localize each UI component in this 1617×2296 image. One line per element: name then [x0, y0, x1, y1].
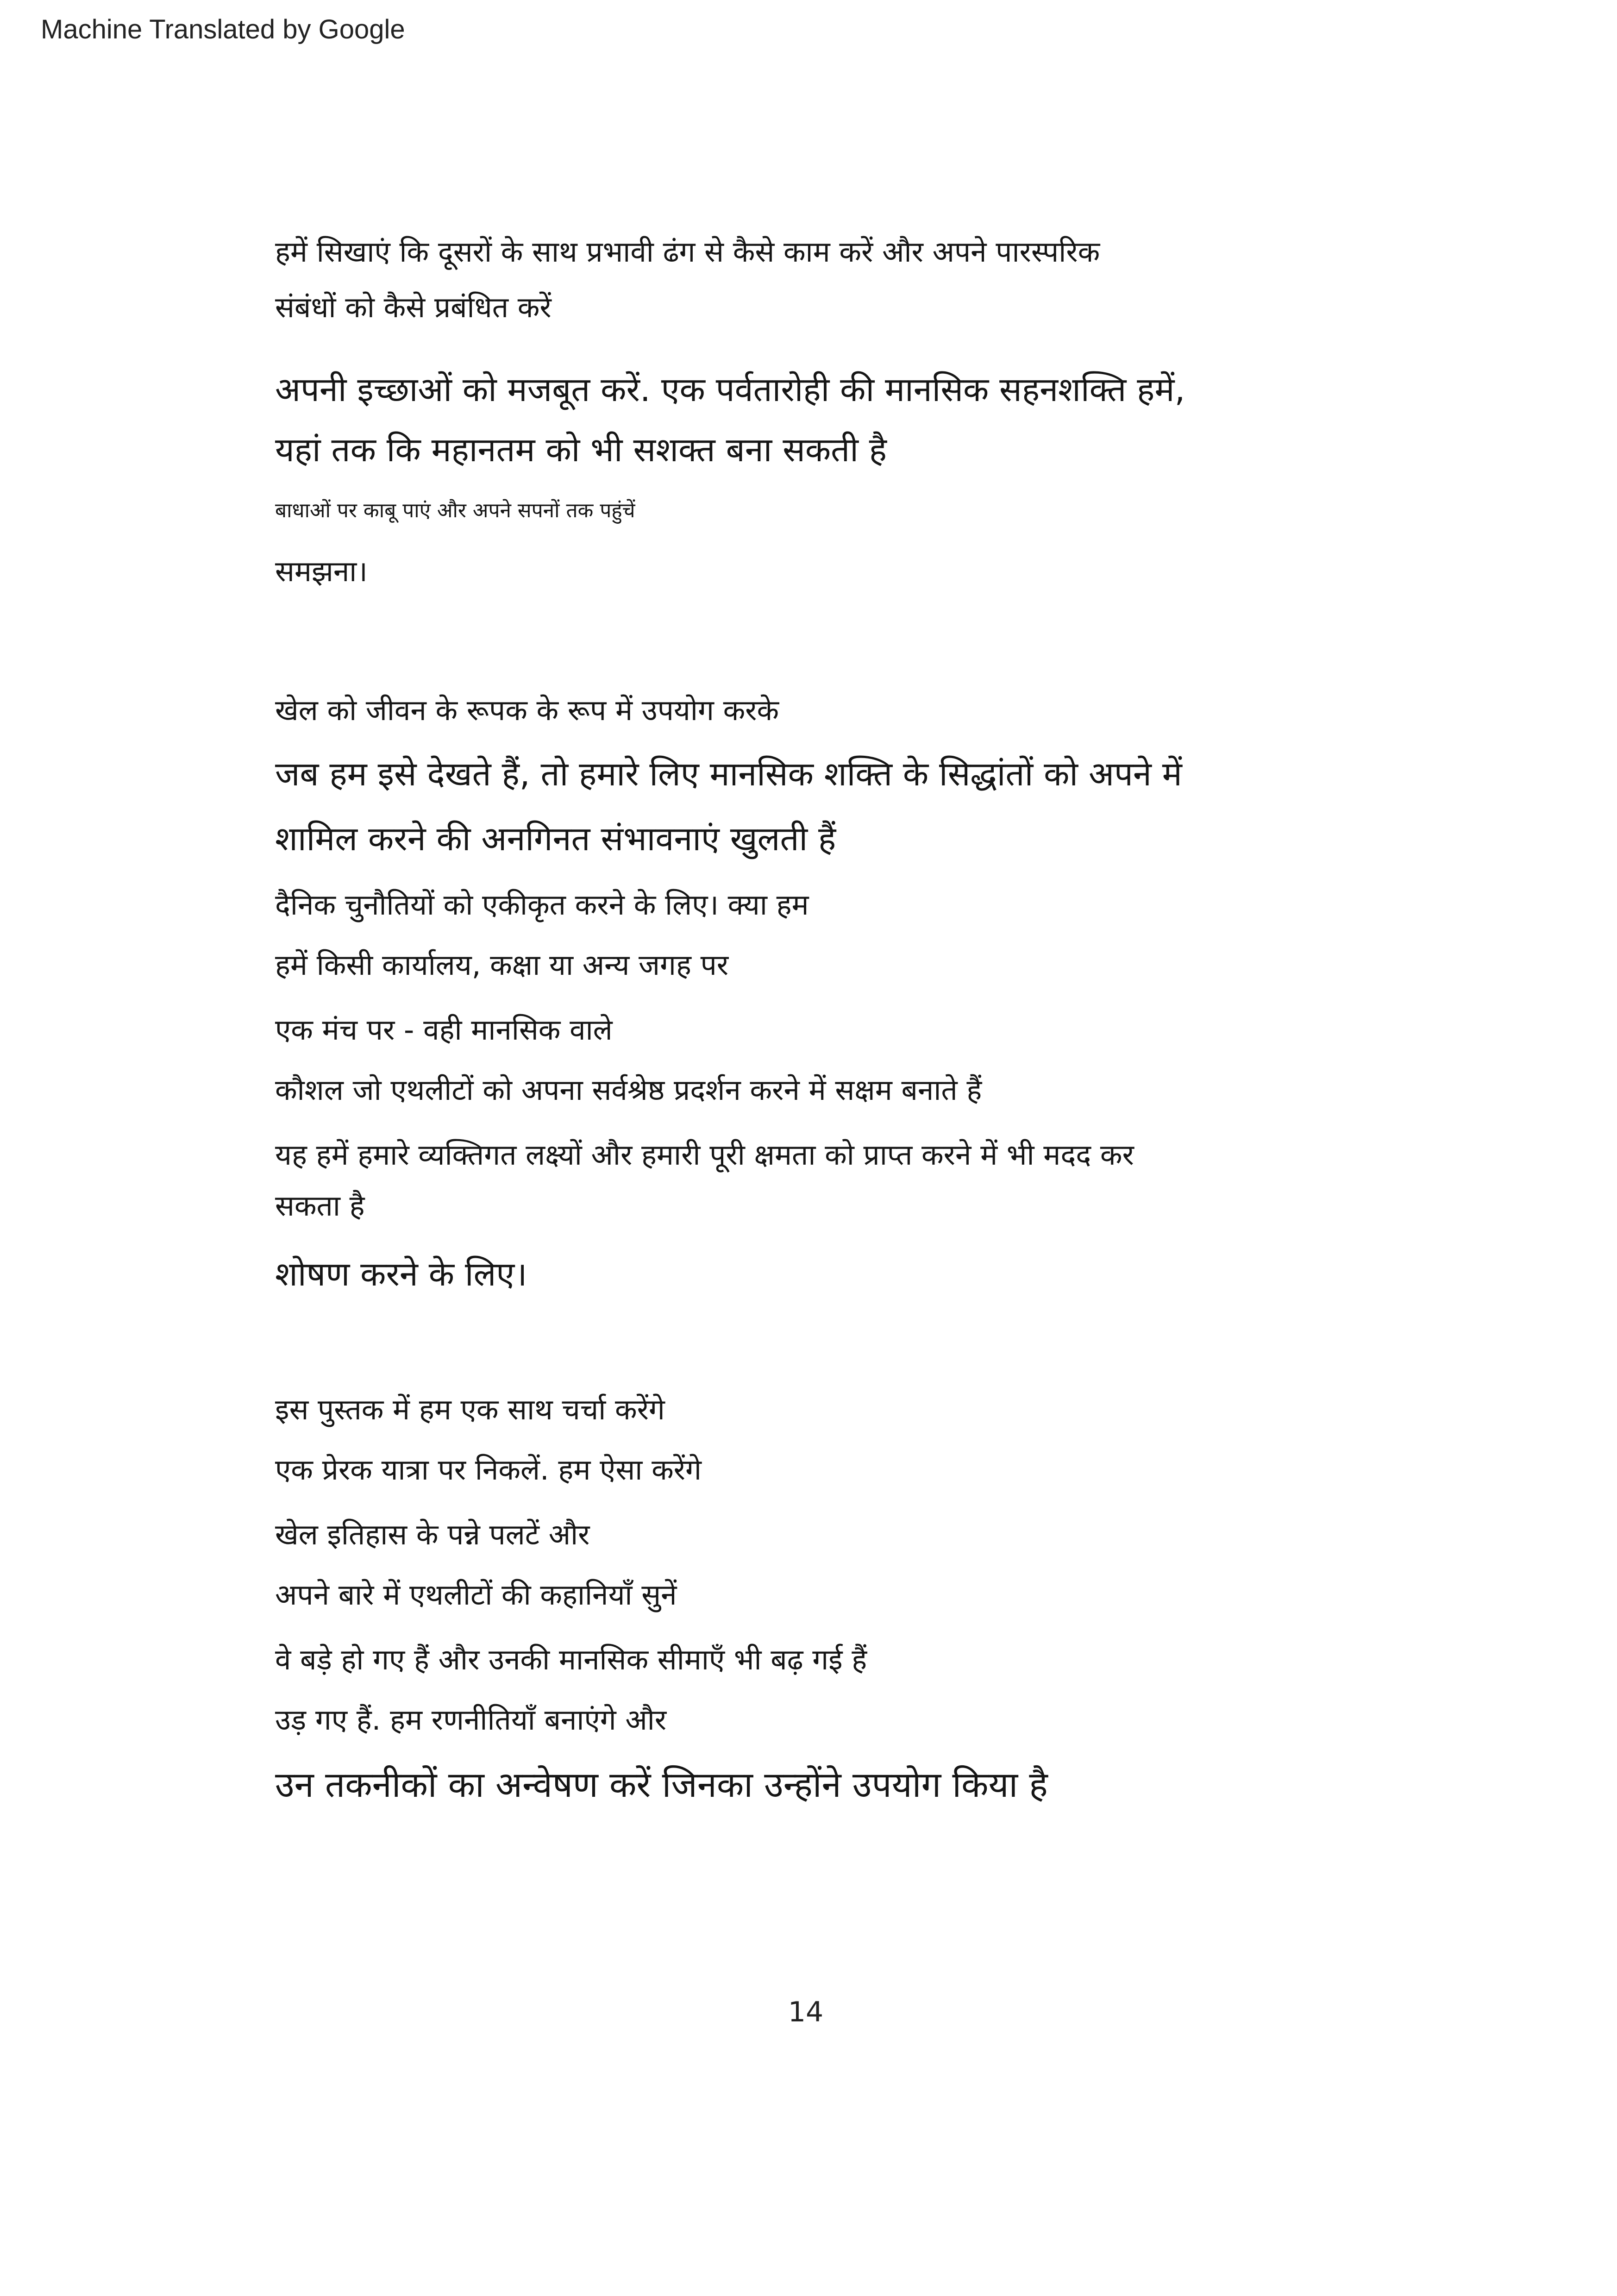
text-line: अपनी इच्छाओं को मजबूत करें. एक पर्वतारोही की मानसिक सहनशक्ति हमें,: [275, 370, 1185, 409]
text-line: उड़ गए हैं. हम रणनीतियाँ बनाएंगे और: [275, 1703, 667, 1737]
text-line: शामिल करने की अनगिनत संभावनाएं खुलती हैं: [275, 819, 836, 858]
text-line: समझना।: [275, 554, 368, 588]
text-line: एक मंच पर - वही मानसिक वाले: [275, 1013, 613, 1047]
text-line: कौशल जो एथलीटों को अपना सर्वश्रेष्ठ प्रदर्शन करने में सक्षम बनाते हैं: [275, 1073, 982, 1107]
text-line: बाधाओं पर काबू पाएं और अपने सपनों तक पहुंचें: [275, 499, 635, 522]
text-line: जब हम इसे देखते हैं, तो हमारे लिए मानसिक शक्ति के सिद्धांतों को अपने में: [275, 754, 1182, 793]
text-line: दैनिक चुनौतियों को एकीकृत करने के लिए। क्या हम: [275, 888, 809, 922]
text-line: हमें सिखाएं कि दूसरों के साथ प्रभावी ढंग से कैसे काम करें और अपने पारस्परिक: [275, 235, 1100, 269]
text-line: संबंधों को कैसे प्रबंधित करें: [275, 290, 552, 324]
text-line: सकता है: [275, 1189, 365, 1223]
text-line: वे बड़े हो गए हैं और उनकी मानसिक सीमाएँ भी बढ़ गई हैं: [275, 1643, 867, 1676]
page-number: 14: [788, 1996, 824, 2028]
text-line: खेल इतिहास के पन्ने पलटें और: [275, 1518, 590, 1551]
text-line: शोषण करने के लिए।: [275, 1255, 527, 1293]
text-line: अपने बारे में एथलीटों की कहानियाँ सुनें: [275, 1578, 677, 1612]
text-line: इस पुस्तक में हम एक साथ चर्चा करेंगे: [275, 1393, 665, 1426]
machine-translation-banner: Machine Translated by Google: [41, 14, 405, 44]
text-line: यहां तक कि महानतम को भी सशक्त बना सकती है: [275, 430, 887, 469]
text-line: यह हमें हमारे व्यक्तिगत लक्ष्यों और हमारी पूरी क्षमता को प्राप्त करने में भी मदद कर: [275, 1138, 1134, 1172]
text-line: उन तकनीकों का अन्वेषण करें जिनका उन्होंने उपयोग किया है: [275, 1764, 1048, 1805]
text-line: खेल को जीवन के रूपक के रूप में उपयोग करके: [275, 693, 779, 727]
text-line: एक प्रेरक यात्रा पर निकलें. हम ऐसा करेंगे: [275, 1453, 702, 1487]
text-line: हमें किसी कार्यालय, कक्षा या अन्य जगह पर: [275, 948, 729, 982]
